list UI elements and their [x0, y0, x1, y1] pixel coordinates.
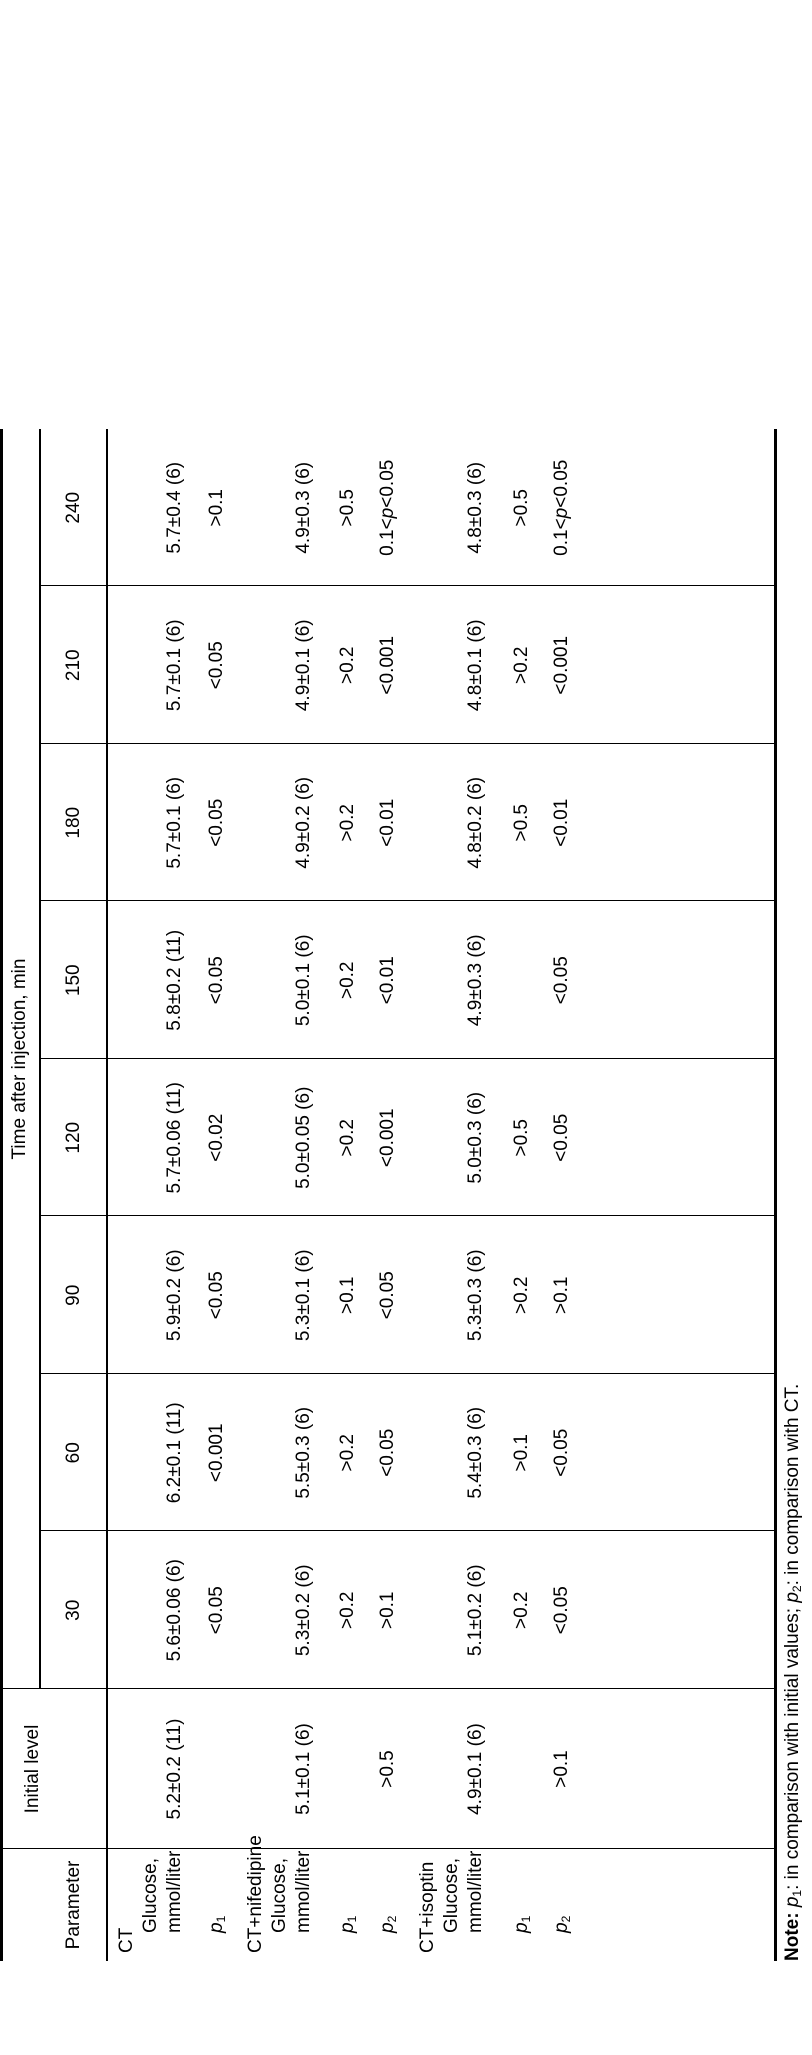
value-cell: 5.3±0.1 (6): [293, 1249, 314, 1342]
value-cell: >0.2: [337, 646, 358, 685]
value-cell: 5.0±0.3 (6): [465, 1091, 486, 1184]
col-divider-time: [39, 1531, 774, 1532]
header-time-group: Time after injection, min: [9, 958, 30, 1160]
note-prefix: Note:: [782, 1912, 803, 1961]
value-cell: 0.1<p<0.05: [377, 459, 398, 556]
value-cell: >0.5: [511, 1119, 532, 1157]
value-cell: 5.3±0.2 (6): [293, 1564, 314, 1657]
initial-value-cell: 4.9±0.1 (6): [465, 1723, 486, 1815]
value-cell: <0.02: [206, 1113, 227, 1162]
header-time-60: 60: [63, 1442, 84, 1464]
row-label-units: mmol/liter: [465, 1850, 486, 1933]
value-cell: 4.8±0.1 (6): [465, 619, 486, 712]
p-label: $p_2$: [551, 1915, 573, 1933]
value-cell: >0.5: [337, 489, 358, 527]
p-label: $p_1$: [206, 1915, 228, 1933]
value-cell: >0.2: [511, 646, 532, 685]
value-cell: <0.05: [551, 1428, 572, 1477]
value-cell: <0.05: [377, 1428, 398, 1477]
value-cell: >0.2: [337, 1434, 358, 1472]
value-cell: 5.5±0.3 (6): [293, 1406, 314, 1499]
value-cell: 5.7±0.06 (11): [164, 1082, 185, 1194]
header-time-210: 210: [63, 649, 84, 682]
table-top-rule: [0, 429, 3, 1961]
value-cell: >0.5: [511, 489, 532, 527]
initial-value-cell: >0.5: [377, 1750, 398, 1788]
note-text: $p_1$: in comparison with initial values; $p_2$: in comparison with CT.: [782, 1383, 804, 1908]
initial-value-cell: >0.1: [551, 1750, 572, 1788]
col-divider-time: [39, 1373, 774, 1374]
value-cell: 5.4±0.3 (6): [465, 1406, 486, 1499]
table-note: [782, 1384, 804, 1961]
value-cell: <0.05: [206, 1586, 227, 1635]
value-cell: 5.6±0.06 (6): [164, 1559, 185, 1662]
col-divider-time: [39, 901, 774, 902]
value-cell: 0.1<p<0.05: [551, 459, 572, 556]
value-cell: 5.0±0.1 (6): [293, 934, 314, 1027]
value-cell: <0.05: [377, 1271, 398, 1320]
group-label: CT+nifedipine: [245, 1835, 266, 1953]
value-cell: >0.2: [511, 1591, 532, 1630]
value-cell: <0.05: [551, 956, 572, 1005]
time-group-rule: [39, 429, 41, 1689]
initial-value-cell: 5.1±0.1 (6): [293, 1723, 314, 1815]
value-cell: 5.1±0.2 (6): [465, 1564, 486, 1657]
value-cell: <0.05: [551, 1586, 572, 1635]
value-cell: >0.1: [206, 489, 227, 527]
table-bottom-rule: [774, 429, 777, 1961]
value-cell: <0.001: [377, 635, 398, 695]
header-bottom-rule: [106, 429, 108, 1961]
value-cell: <0.01: [551, 798, 572, 847]
value-cell: <0.01: [377, 956, 398, 1005]
value-cell: 4.9±0.3 (6): [293, 461, 314, 554]
value-cell: 4.9±0.2 (6): [293, 776, 314, 869]
value-cell: >0.1: [337, 1276, 358, 1315]
value-cell: <0.05: [206, 1271, 227, 1320]
col-divider-time: [39, 586, 774, 587]
value-cell: <0.001: [206, 1423, 227, 1483]
initial-value-cell: 5.2±0.2 (11): [164, 1718, 185, 1820]
header-initial: Initial level: [22, 1724, 43, 1814]
row-label-units: mmol/liter: [293, 1850, 314, 1933]
row-label-glucose: Glucose,: [140, 1858, 161, 1933]
col-divider-time: [39, 1216, 774, 1217]
p-label: $p_1$: [337, 1915, 359, 1933]
value-cell: 4.9±0.3 (6): [465, 934, 486, 1027]
header-time-120: 120: [63, 1121, 84, 1154]
value-cell: <0.001: [551, 635, 572, 695]
value-cell: >0.2: [337, 804, 358, 842]
value-cell: 5.7±0.1 (6): [164, 619, 185, 712]
group-label: CT+isoptin: [417, 1861, 438, 1953]
value-cell: >0.2: [337, 961, 358, 1000]
col-divider-time: [39, 1058, 774, 1059]
p-label: $p_2$: [377, 1915, 399, 1933]
value-cell: <0.01: [377, 798, 398, 847]
value-cell: 5.7±0.1 (6): [164, 776, 185, 869]
row-label-glucose: Glucose,: [269, 1858, 290, 1933]
value-cell: >0.2: [337, 1119, 358, 1157]
value-cell: 5.8±0.2 (11): [164, 929, 185, 1031]
value-cell: 6.2±0.1 (11): [164, 1402, 185, 1504]
header-parameter: Parameter: [63, 1860, 84, 1950]
value-cell: 5.0±0.05 (6): [293, 1086, 314, 1189]
value-cell: <0.05: [206, 798, 227, 847]
value-cell: >0.5: [511, 804, 532, 842]
value-cell: 5.7±0.4 (6): [164, 461, 185, 554]
value-cell: <0.05: [206, 641, 227, 690]
header-time-150: 150: [63, 964, 84, 997]
header-time-90: 90: [63, 1284, 84, 1306]
value-cell: >0.2: [511, 1276, 532, 1315]
value-cell: <0.001: [377, 1108, 398, 1168]
p-label: $p_1$: [511, 1915, 533, 1933]
group-label: CT: [116, 1927, 137, 1953]
header-time-180: 180: [63, 806, 84, 839]
value-cell: <0.05: [551, 1113, 572, 1162]
value-cell: 4.8±0.2 (6): [465, 776, 486, 869]
row-label-glucose: Glucose,: [441, 1858, 462, 1933]
col-divider-time: [39, 743, 774, 744]
header-time-240: 240: [63, 491, 84, 524]
value-cell: >0.1: [511, 1434, 532, 1472]
value-cell: 4.9±0.1 (6): [293, 619, 314, 712]
value-cell: >0.1: [551, 1276, 572, 1315]
header-time-30: 30: [63, 1599, 84, 1621]
row-label-units: mmol/liter: [164, 1850, 185, 1933]
value-cell: 5.3±0.3 (6): [465, 1249, 486, 1342]
value-cell: >0.2: [337, 1591, 358, 1630]
value-cell: 4.8±0.3 (6): [465, 461, 486, 554]
value-cell: <0.05: [206, 956, 227, 1005]
value-cell: 5.9±0.2 (6): [164, 1249, 185, 1342]
value-cell: >0.1: [377, 1591, 398, 1630]
